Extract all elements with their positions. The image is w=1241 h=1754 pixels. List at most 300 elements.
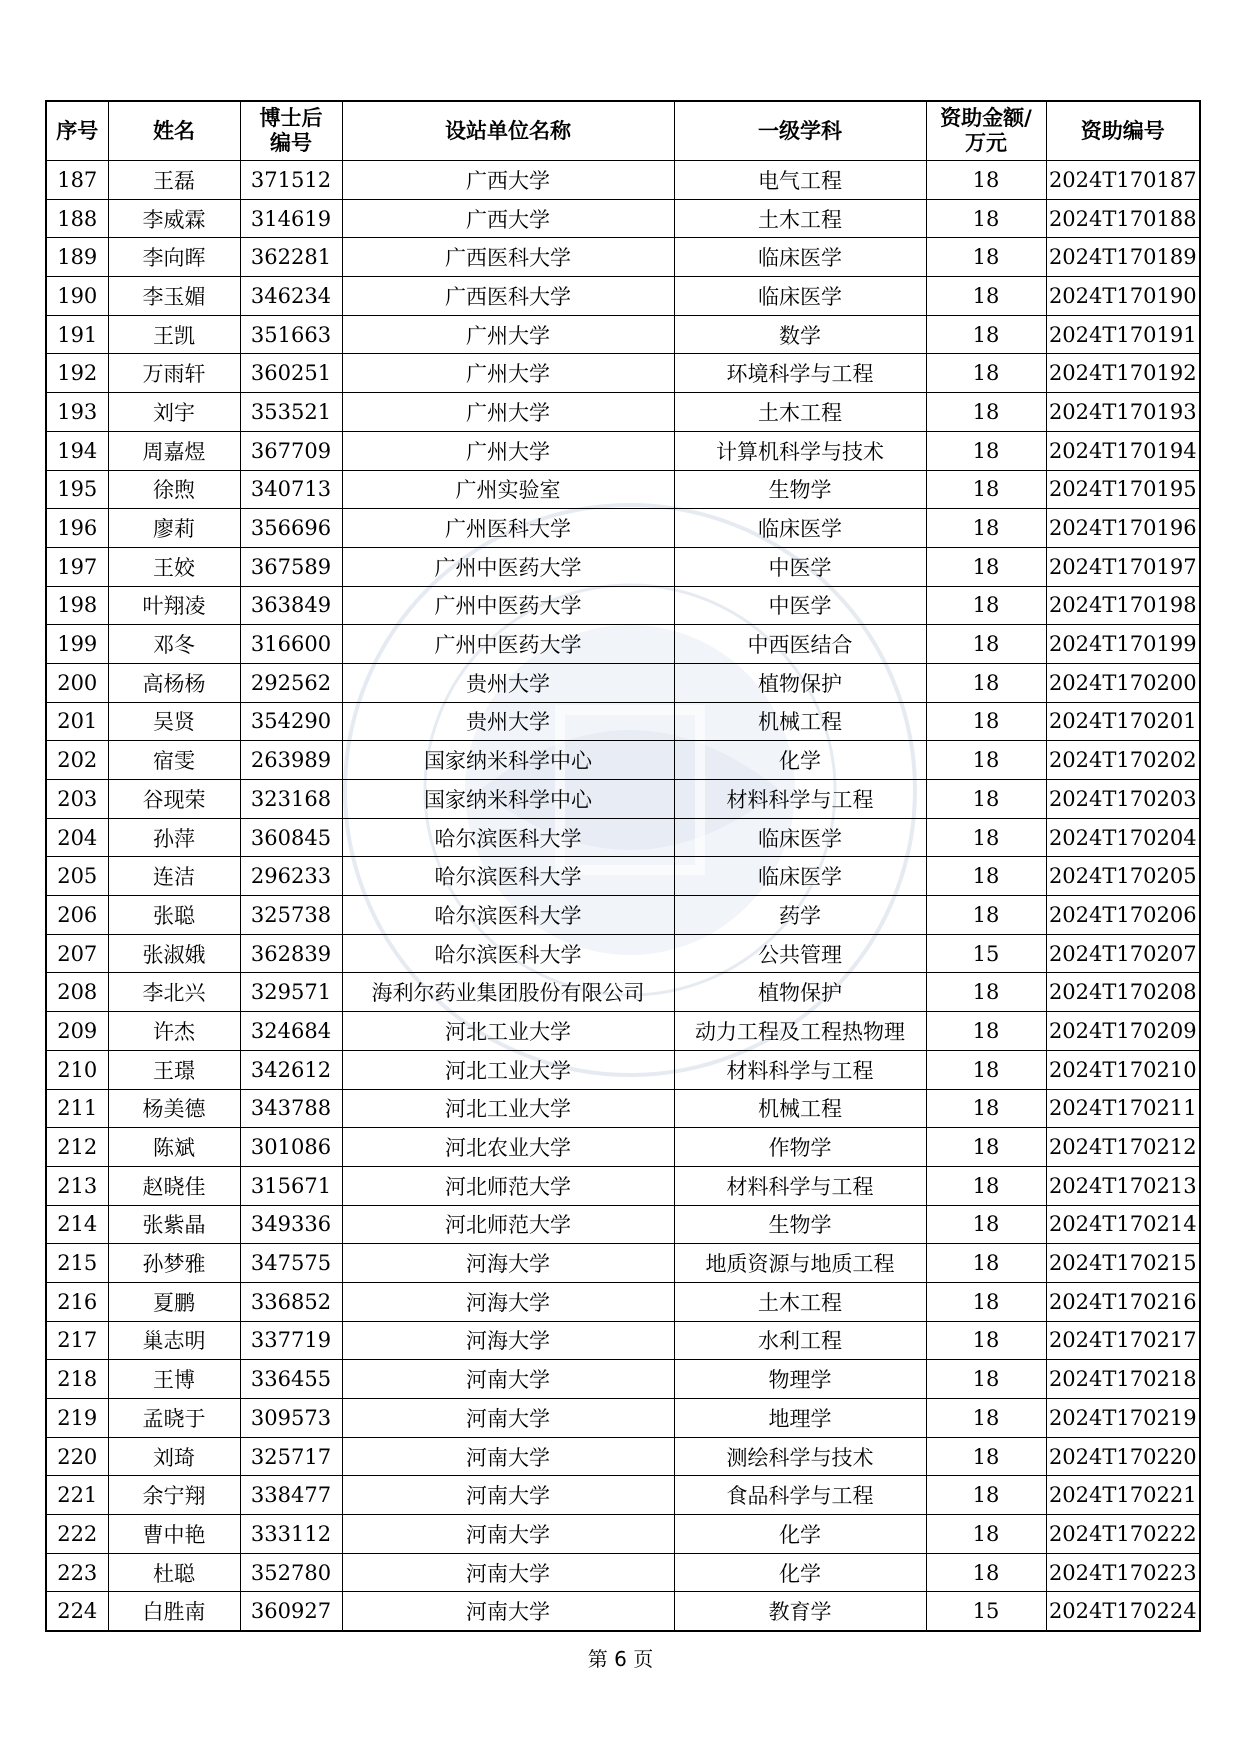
cell-unit: 贵州大学: [342, 702, 674, 741]
cell-seq: 213: [46, 1166, 108, 1205]
cell-grant-no: 2024T170203: [1046, 780, 1200, 819]
cell-discipline: 临床医学: [674, 818, 926, 857]
cell-amount: 18: [926, 1166, 1046, 1205]
cell-unit: 广西医科大学: [342, 238, 674, 277]
cell-postdoc-id: 336852: [240, 1282, 342, 1321]
cell-seq: 222: [46, 1515, 108, 1554]
cell-seq: 216: [46, 1282, 108, 1321]
cell-name: 万雨轩: [108, 354, 240, 393]
cell-unit: 广州大学: [342, 431, 674, 470]
cell-grant-no: 2024T170207: [1046, 934, 1200, 973]
cell-name: 王磊: [108, 161, 240, 200]
table-row: [46, 1244, 1200, 1283]
table-row: [46, 1476, 1200, 1515]
cell-amount: 18: [926, 1437, 1046, 1476]
table-row: [46, 625, 1200, 664]
header-unit: 设站单位名称: [342, 101, 674, 161]
cell-grant-no: 2024T170202: [1046, 741, 1200, 780]
cell-amount: 18: [926, 277, 1046, 316]
cell-discipline: 土木工程: [674, 199, 926, 238]
cell-unit: 河北工业大学: [342, 1050, 674, 1089]
header-amount-line2: 万元: [965, 131, 1007, 155]
cell-unit: 河南大学: [342, 1592, 674, 1631]
cell-seq: 198: [46, 586, 108, 625]
cell-grant-no: 2024T170192: [1046, 354, 1200, 393]
cell-grant-no: 2024T170190: [1046, 277, 1200, 316]
cell-name: 曹中艳: [108, 1515, 240, 1554]
table-row: [46, 547, 1200, 586]
cell-seq: 217: [46, 1321, 108, 1360]
cell-name: 宿雯: [108, 741, 240, 780]
table-row: [46, 431, 1200, 470]
cell-name: 刘琦: [108, 1437, 240, 1476]
cell-discipline: 环境科学与工程: [674, 354, 926, 393]
cell-unit: 国家纳米科学中心: [342, 780, 674, 819]
table-row: [46, 1205, 1200, 1244]
cell-postdoc-id: 343788: [240, 1089, 342, 1128]
cell-unit: 广西医科大学: [342, 277, 674, 316]
header-amount-line1: 资助金额/: [940, 106, 1032, 130]
cell-amount: 18: [926, 625, 1046, 664]
cell-grant-no: 2024T170193: [1046, 393, 1200, 432]
cell-amount: 18: [926, 1476, 1046, 1515]
cell-name: 刘宇: [108, 393, 240, 432]
cell-grant-no: 2024T170212: [1046, 1128, 1200, 1167]
cell-seq: 215: [46, 1244, 108, 1283]
cell-seq: 208: [46, 973, 108, 1012]
table-row: [46, 1553, 1200, 1592]
cell-unit: 广州大学: [342, 393, 674, 432]
cell-grant-no: 2024T170198: [1046, 586, 1200, 625]
cell-postdoc-id: 356696: [240, 509, 342, 548]
cell-discipline: 化学: [674, 741, 926, 780]
table-row: [46, 818, 1200, 857]
cell-discipline: 中西医结合: [674, 625, 926, 664]
table-header-row: [46, 101, 1200, 161]
footer-suffix: 页: [633, 1647, 654, 1671]
cell-discipline: 机械工程: [674, 1089, 926, 1128]
cell-amount: 18: [926, 1399, 1046, 1438]
cell-amount: 18: [926, 354, 1046, 393]
table-row: [46, 354, 1200, 393]
cell-grant-no: 2024T170195: [1046, 470, 1200, 509]
cell-seq: 224: [46, 1592, 108, 1631]
table-row: [46, 1399, 1200, 1438]
cell-grant-no: 2024T170189: [1046, 238, 1200, 277]
cell-postdoc-id: 360251: [240, 354, 342, 393]
cell-name: 孙萍: [108, 818, 240, 857]
cell-amount: 18: [926, 586, 1046, 625]
cell-discipline: 电气工程: [674, 161, 926, 200]
cell-unit: 河南大学: [342, 1553, 674, 1592]
cell-unit: 广州中医药大学: [342, 586, 674, 625]
footer-prefix: 第: [587, 1647, 608, 1671]
cell-name: 王凯: [108, 315, 240, 354]
cell-seq: 201: [46, 702, 108, 741]
cell-discipline: 土木工程: [674, 393, 926, 432]
cell-discipline: 材料科学与工程: [674, 780, 926, 819]
cell-amount: 18: [926, 818, 1046, 857]
cell-seq: 207: [46, 934, 108, 973]
cell-discipline: 教育学: [674, 1592, 926, 1631]
cell-postdoc-id: 324684: [240, 1012, 342, 1051]
cell-amount: 18: [926, 1244, 1046, 1283]
cell-unit: 广州中医药大学: [342, 547, 674, 586]
cell-name: 夏鹏: [108, 1282, 240, 1321]
cell-grant-no: 2024T170200: [1046, 663, 1200, 702]
cell-postdoc-id: 354290: [240, 702, 342, 741]
cell-grant-no: 2024T170217: [1046, 1321, 1200, 1360]
header-postdoc-id-line1: 博士后: [259, 106, 323, 130]
cell-unit: 河北农业大学: [342, 1128, 674, 1167]
cell-seq: 203: [46, 780, 108, 819]
cell-grant-no: 2024T170222: [1046, 1515, 1200, 1554]
cell-amount: 15: [926, 934, 1046, 973]
cell-seq: 221: [46, 1476, 108, 1515]
cell-amount: 18: [926, 315, 1046, 354]
cell-name: 李向晖: [108, 238, 240, 277]
cell-unit: 河南大学: [342, 1476, 674, 1515]
cell-postdoc-id: 363849: [240, 586, 342, 625]
table-row: [46, 238, 1200, 277]
cell-postdoc-id: 351663: [240, 315, 342, 354]
cell-postdoc-id: 337719: [240, 1321, 342, 1360]
cell-postdoc-id: 346234: [240, 277, 342, 316]
cell-seq: 199: [46, 625, 108, 664]
cell-name: 吴贤: [108, 702, 240, 741]
cell-name: 徐煦: [108, 470, 240, 509]
cell-unit: 河南大学: [342, 1399, 674, 1438]
cell-seq: 192: [46, 354, 108, 393]
cell-seq: 197: [46, 547, 108, 586]
cell-postdoc-id: 347575: [240, 1244, 342, 1283]
cell-seq: 189: [46, 238, 108, 277]
cell-name: 陈斌: [108, 1128, 240, 1167]
cell-grant-no: 2024T170208: [1046, 973, 1200, 1012]
cell-unit: 河北工业大学: [342, 1089, 674, 1128]
cell-unit: 广州实验室: [342, 470, 674, 509]
cell-postdoc-id: 325738: [240, 896, 342, 935]
cell-amount: 18: [926, 509, 1046, 548]
table-row: [46, 1050, 1200, 1089]
cell-discipline: 生物学: [674, 1205, 926, 1244]
cell-grant-no: 2024T170191: [1046, 315, 1200, 354]
cell-seq: 218: [46, 1360, 108, 1399]
cell-amount: 18: [926, 199, 1046, 238]
cell-discipline: 物理学: [674, 1360, 926, 1399]
cell-unit: 哈尔滨医科大学: [342, 896, 674, 935]
cell-postdoc-id: 349336: [240, 1205, 342, 1244]
cell-amount: 18: [926, 1360, 1046, 1399]
header-postdoc-id: [240, 101, 342, 161]
cell-discipline: 动力工程及工程热物理: [674, 1012, 926, 1051]
cell-unit: 广州大学: [342, 354, 674, 393]
cell-unit: 贵州大学: [342, 663, 674, 702]
table-row: [46, 509, 1200, 548]
cell-name: 李威霖: [108, 199, 240, 238]
table-row: [46, 1089, 1200, 1128]
table-row: [46, 1128, 1200, 1167]
cell-discipline: 土木工程: [674, 1282, 926, 1321]
cell-grant-no: 2024T170188: [1046, 199, 1200, 238]
cell-discipline: 中医学: [674, 586, 926, 625]
cell-amount: 18: [926, 1205, 1046, 1244]
cell-unit: 河海大学: [342, 1282, 674, 1321]
cell-name: 王璟: [108, 1050, 240, 1089]
table-row: [46, 393, 1200, 432]
cell-postdoc-id: 353521: [240, 393, 342, 432]
cell-grant-no: 2024T170209: [1046, 1012, 1200, 1051]
cell-amount: 18: [926, 973, 1046, 1012]
cell-discipline: 计算机科学与技术: [674, 431, 926, 470]
cell-grant-no: 2024T170187: [1046, 161, 1200, 200]
cell-discipline: 机械工程: [674, 702, 926, 741]
table-row: [46, 277, 1200, 316]
cell-postdoc-id: 329571: [240, 973, 342, 1012]
cell-amount: 18: [926, 741, 1046, 780]
cell-seq: 193: [46, 393, 108, 432]
cell-discipline: 化学: [674, 1515, 926, 1554]
cell-seq: 190: [46, 277, 108, 316]
cell-unit: 河海大学: [342, 1244, 674, 1283]
cell-postdoc-id: 263989: [240, 741, 342, 780]
cell-amount: 18: [926, 1282, 1046, 1321]
cell-unit: 广州医科大学: [342, 509, 674, 548]
cell-discipline: 化学: [674, 1553, 926, 1592]
cell-postdoc-id: 333112: [240, 1515, 342, 1554]
cell-amount: 18: [926, 547, 1046, 586]
cell-name: 邓冬: [108, 625, 240, 664]
table-row: [46, 857, 1200, 896]
cell-name: 王博: [108, 1360, 240, 1399]
cell-discipline: 测绘科学与技术: [674, 1437, 926, 1476]
cell-grant-no: 2024T170218: [1046, 1360, 1200, 1399]
cell-seq: 209: [46, 1012, 108, 1051]
cell-postdoc-id: 367589: [240, 547, 342, 586]
cell-grant-no: 2024T170194: [1046, 431, 1200, 470]
cell-name: 叶翔凌: [108, 586, 240, 625]
cell-amount: 18: [926, 780, 1046, 819]
cell-amount: 18: [926, 702, 1046, 741]
cell-discipline: 临床医学: [674, 238, 926, 277]
cell-seq: 196: [46, 509, 108, 548]
cell-discipline: 地理学: [674, 1399, 926, 1438]
cell-name: 杨美德: [108, 1089, 240, 1128]
cell-postdoc-id: 362839: [240, 934, 342, 973]
cell-discipline: 植物保护: [674, 663, 926, 702]
table-row: [46, 780, 1200, 819]
cell-postdoc-id: 340713: [240, 470, 342, 509]
cell-amount: 15: [926, 1592, 1046, 1631]
cell-seq: 219: [46, 1399, 108, 1438]
cell-name: 李北兴: [108, 973, 240, 1012]
cell-discipline: 临床医学: [674, 509, 926, 548]
cell-grant-no: 2024T170201: [1046, 702, 1200, 741]
cell-postdoc-id: 352780: [240, 1553, 342, 1592]
cell-discipline: 药学: [674, 896, 926, 935]
cell-postdoc-id: 371512: [240, 161, 342, 200]
cell-postdoc-id: 367709: [240, 431, 342, 470]
cell-unit: 河南大学: [342, 1515, 674, 1554]
cell-discipline: 地质资源与地质工程: [674, 1244, 926, 1283]
cell-discipline: 临床医学: [674, 277, 926, 316]
table-row: [46, 1437, 1200, 1476]
cell-discipline: 生物学: [674, 470, 926, 509]
cell-grant-no: 2024T170205: [1046, 857, 1200, 896]
table-row: [46, 199, 1200, 238]
cell-grant-no: 2024T170223: [1046, 1553, 1200, 1592]
cell-seq: 220: [46, 1437, 108, 1476]
cell-name: 高杨杨: [108, 663, 240, 702]
cell-unit: 广州中医药大学: [342, 625, 674, 664]
page-footer: [0, 1643, 1241, 1672]
cell-unit: 哈尔滨医科大学: [342, 857, 674, 896]
cell-name: 白胜南: [108, 1592, 240, 1631]
cell-name: 王姣: [108, 547, 240, 586]
table-row: [46, 470, 1200, 509]
cell-amount: 18: [926, 431, 1046, 470]
cell-grant-no: 2024T170213: [1046, 1166, 1200, 1205]
cell-unit: 海利尔药业集团股份有限公司: [342, 973, 674, 1012]
cell-name: 杜聪: [108, 1553, 240, 1592]
cell-postdoc-id: 315671: [240, 1166, 342, 1205]
cell-unit: 河海大学: [342, 1321, 674, 1360]
cell-seq: 210: [46, 1050, 108, 1089]
cell-discipline: 植物保护: [674, 973, 926, 1012]
cell-postdoc-id: 360845: [240, 818, 342, 857]
cell-amount: 18: [926, 1128, 1046, 1167]
table-row: [46, 1321, 1200, 1360]
cell-grant-no: 2024T170221: [1046, 1476, 1200, 1515]
cell-postdoc-id: 316600: [240, 625, 342, 664]
cell-seq: 212: [46, 1128, 108, 1167]
header-postdoc-id-line2: 编号: [270, 131, 312, 155]
header-name: 姓名: [108, 101, 240, 161]
cell-name: 连洁: [108, 857, 240, 896]
cell-seq: 194: [46, 431, 108, 470]
cell-postdoc-id: 362281: [240, 238, 342, 277]
cell-seq: 202: [46, 741, 108, 780]
cell-name: 赵晓佳: [108, 1166, 240, 1205]
cell-name: 李玉媚: [108, 277, 240, 316]
cell-amount: 18: [926, 1515, 1046, 1554]
cell-name: 张紫晶: [108, 1205, 240, 1244]
cell-name: 周嘉煜: [108, 431, 240, 470]
cell-seq: 188: [46, 199, 108, 238]
cell-amount: 18: [926, 857, 1046, 896]
cell-seq: 223: [46, 1553, 108, 1592]
cell-seq: 211: [46, 1089, 108, 1128]
cell-unit: 河北工业大学: [342, 1012, 674, 1051]
cell-seq: 204: [46, 818, 108, 857]
header-seq: 序号: [46, 101, 108, 161]
cell-grant-no: 2024T170220: [1046, 1437, 1200, 1476]
cell-postdoc-id: 360927: [240, 1592, 342, 1631]
table-row: [46, 1282, 1200, 1321]
cell-discipline: 数学: [674, 315, 926, 354]
cell-postdoc-id: 309573: [240, 1399, 342, 1438]
cell-seq: 187: [46, 161, 108, 200]
table-row: [46, 586, 1200, 625]
table-row: [46, 1592, 1200, 1631]
cell-discipline: 公共管理: [674, 934, 926, 973]
cell-discipline: 材料科学与工程: [674, 1050, 926, 1089]
cell-name: 廖莉: [108, 509, 240, 548]
cell-grant-no: 2024T170216: [1046, 1282, 1200, 1321]
table-row: [46, 663, 1200, 702]
cell-unit: 河南大学: [342, 1360, 674, 1399]
cell-amount: 18: [926, 1553, 1046, 1592]
table-row: [46, 1012, 1200, 1051]
cell-discipline: 材料科学与工程: [674, 1166, 926, 1205]
cell-discipline: 水利工程: [674, 1321, 926, 1360]
cell-postdoc-id: 301086: [240, 1128, 342, 1167]
cell-grant-no: 2024T170211: [1046, 1089, 1200, 1128]
cell-grant-no: 2024T170224: [1046, 1592, 1200, 1631]
table-row: [46, 741, 1200, 780]
cell-name: 孙梦雅: [108, 1244, 240, 1283]
header-amount: [926, 101, 1046, 161]
cell-name: 余宁翔: [108, 1476, 240, 1515]
cell-postdoc-id: 342612: [240, 1050, 342, 1089]
cell-postdoc-id: 296233: [240, 857, 342, 896]
cell-postdoc-id: 314619: [240, 199, 342, 238]
table-row: [46, 934, 1200, 973]
table-body: [46, 161, 1200, 1632]
cell-name: 许杰: [108, 1012, 240, 1051]
header-grant-no: 资助编号: [1046, 101, 1200, 161]
cell-grant-no: 2024T170204: [1046, 818, 1200, 857]
cell-seq: 205: [46, 857, 108, 896]
table-row: [46, 702, 1200, 741]
cell-amount: 18: [926, 161, 1046, 200]
cell-seq: 200: [46, 663, 108, 702]
cell-name: 张聪: [108, 896, 240, 935]
cell-amount: 18: [926, 1050, 1046, 1089]
page-number: 6: [614, 1647, 627, 1671]
cell-seq: 214: [46, 1205, 108, 1244]
table-row: [46, 1515, 1200, 1554]
cell-postdoc-id: 338477: [240, 1476, 342, 1515]
cell-discipline: 作物学: [674, 1128, 926, 1167]
cell-grant-no: 2024T170199: [1046, 625, 1200, 664]
cell-amount: 18: [926, 470, 1046, 509]
cell-grant-no: 2024T170196: [1046, 509, 1200, 548]
cell-name: 张淑娥: [108, 934, 240, 973]
cell-discipline: 食品科学与工程: [674, 1476, 926, 1515]
table-row: [46, 1360, 1200, 1399]
cell-seq: 191: [46, 315, 108, 354]
cell-postdoc-id: 336455: [240, 1360, 342, 1399]
cell-name: 谷现荣: [108, 780, 240, 819]
postdoc-funding-table: [45, 100, 1201, 1632]
cell-seq: 195: [46, 470, 108, 509]
cell-amount: 18: [926, 663, 1046, 702]
cell-postdoc-id: 325717: [240, 1437, 342, 1476]
table-row: [46, 161, 1200, 200]
cell-postdoc-id: 292562: [240, 663, 342, 702]
cell-unit: 广州大学: [342, 315, 674, 354]
cell-grant-no: 2024T170219: [1046, 1399, 1200, 1438]
cell-discipline: 临床医学: [674, 857, 926, 896]
cell-unit: 哈尔滨医科大学: [342, 934, 674, 973]
cell-amount: 18: [926, 238, 1046, 277]
table-row: [46, 973, 1200, 1012]
cell-unit: 广西大学: [342, 199, 674, 238]
table-row: [46, 1166, 1200, 1205]
table-row: [46, 896, 1200, 935]
cell-discipline: 中医学: [674, 547, 926, 586]
